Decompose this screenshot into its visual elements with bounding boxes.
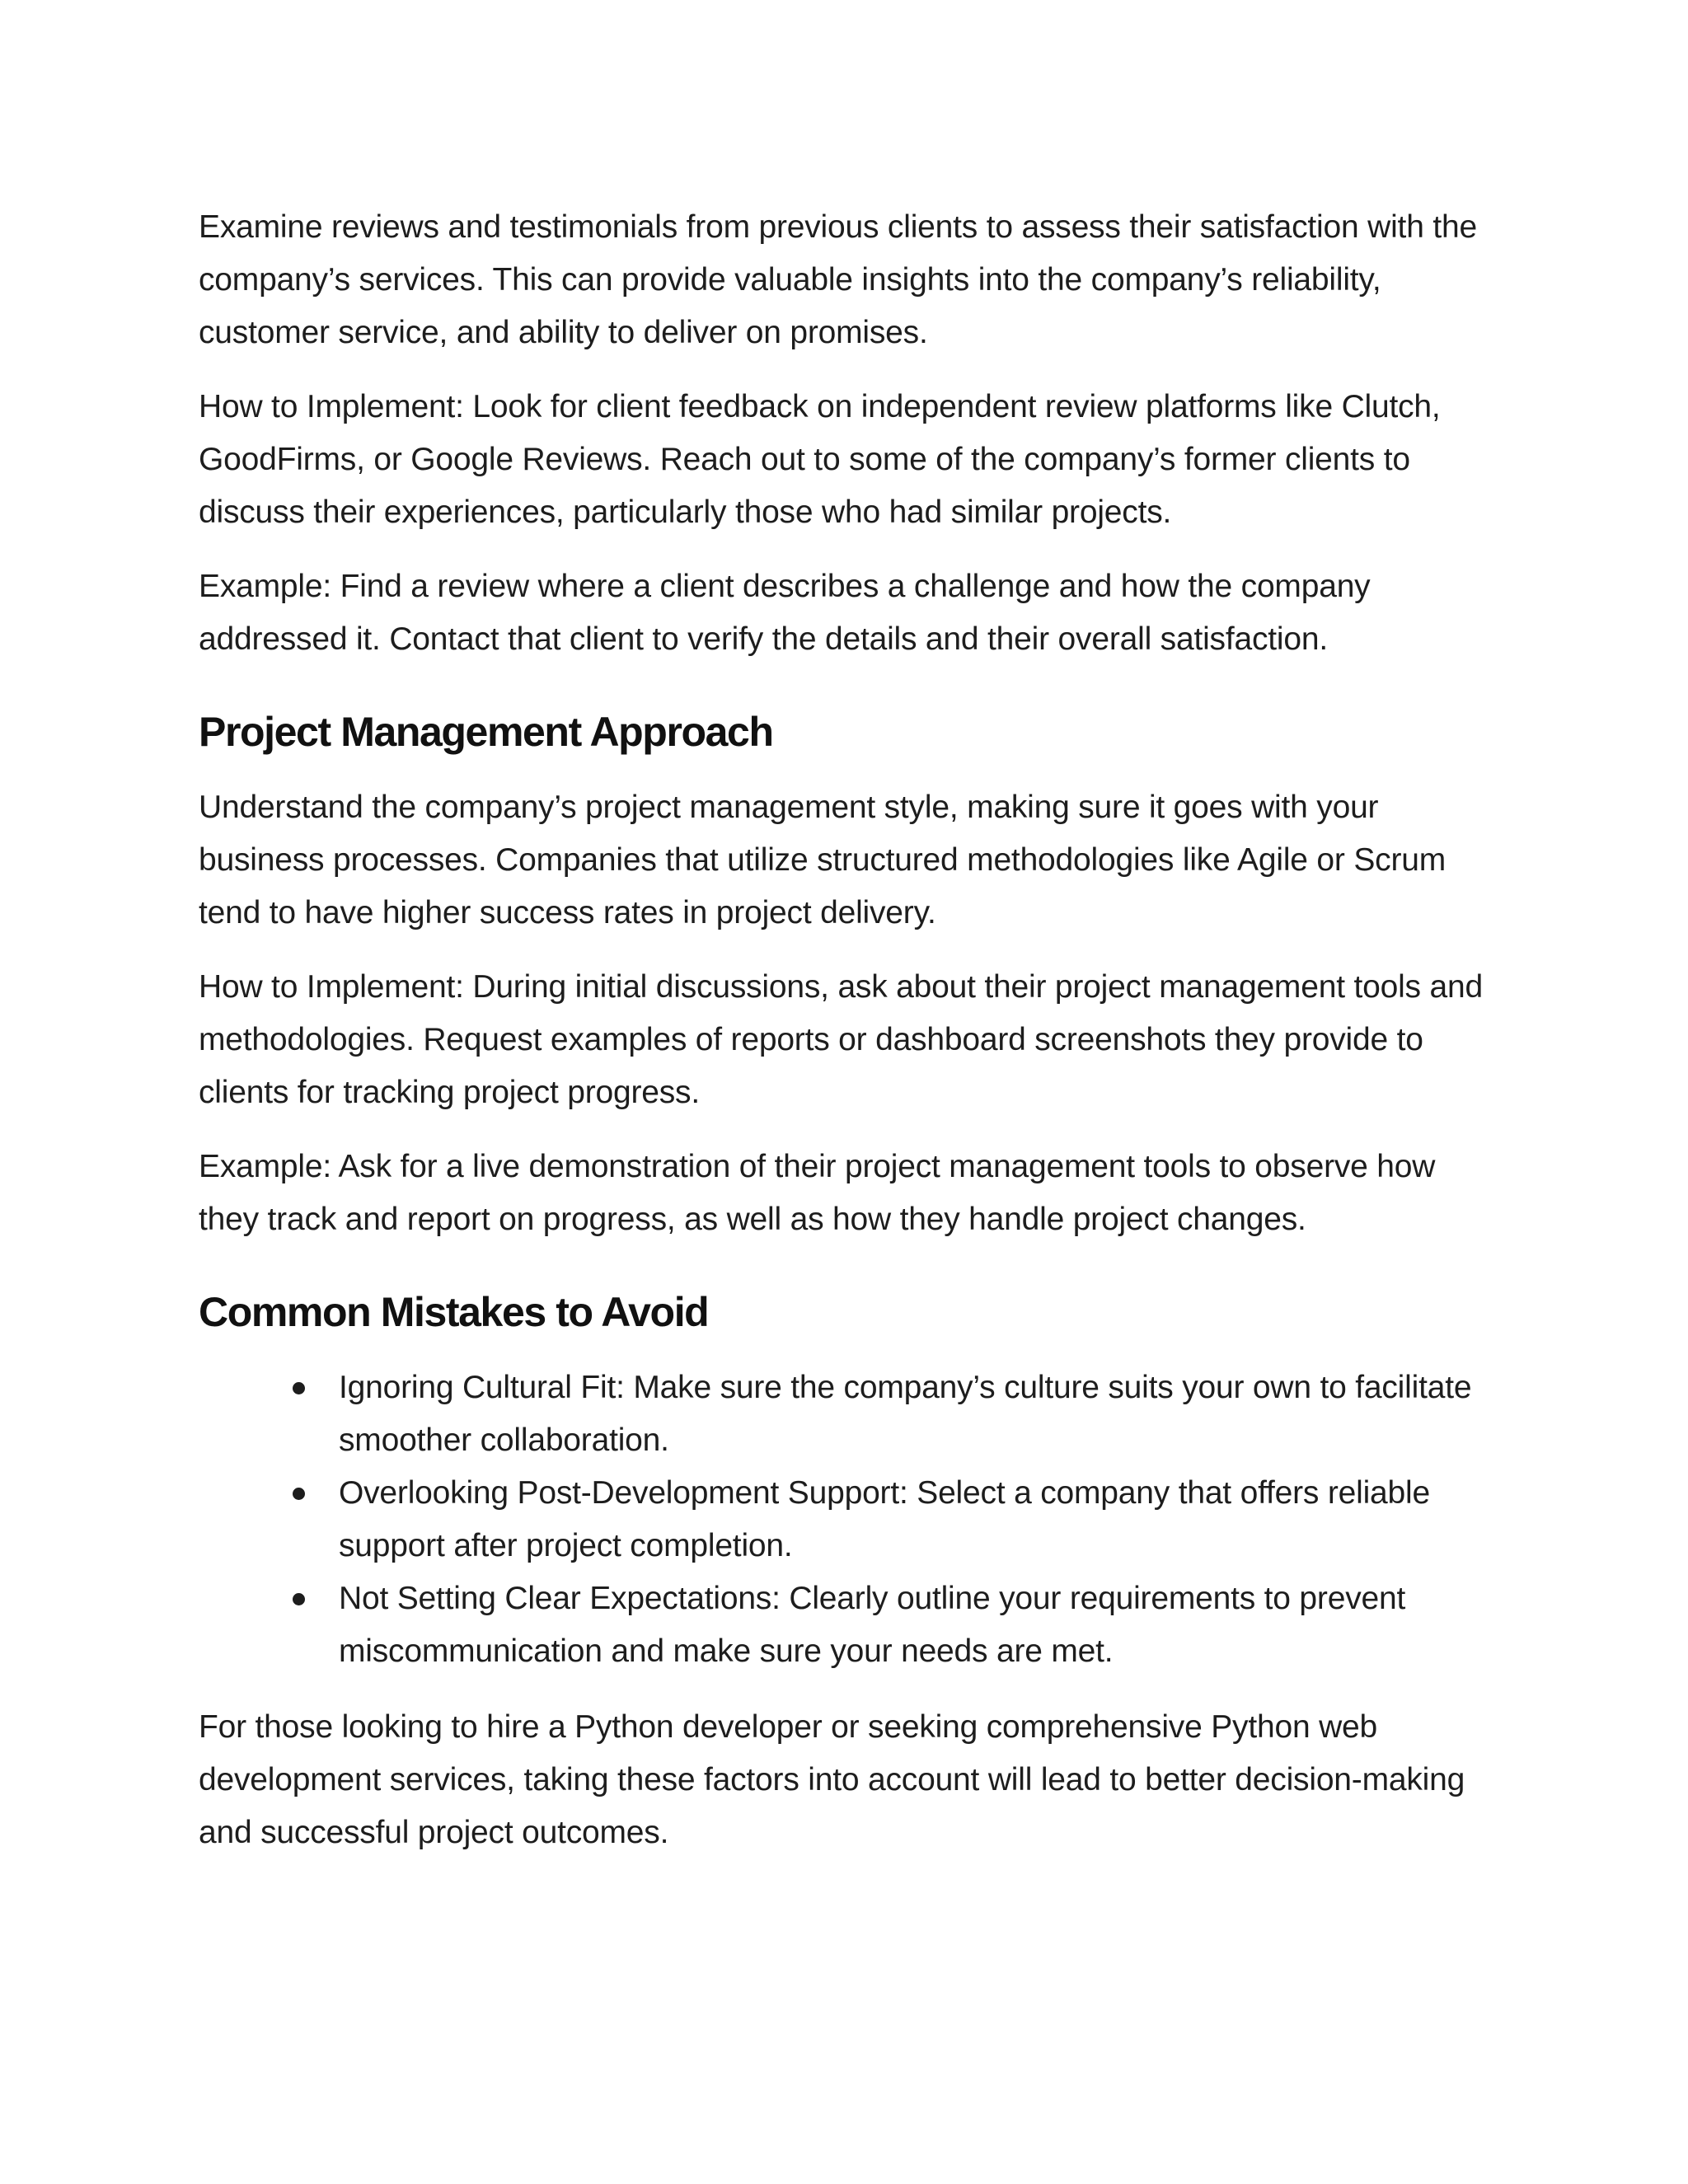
reviews-implementation-paragraph: How to Implement: Look for client feedback on independent review platforms like Clutch, GoodFirms, or Google Reviews. Reach out to some of the company’s former clients to discuss their experiences, particularly those who had similar projects. xyxy=(199,389,1441,530)
project-management-implementation-paragraph: How to Implement: During initial discussions, ask about their project management tools and methodologies. Request examples of reports or dashboard screenshots they provide to clients for tracking project progress. xyxy=(199,969,1483,1110)
closing-paragraph: For those looking to hire a Python developer or seeking comprehensive Python web development services, taking these factors into account will lead to better decision-making and successful project outcomes. xyxy=(199,1709,1465,1850)
project-management-example-paragraph: Example: Ask for a live demonstration of their project management tools to observe how they track and report on progress, as well as how they handle project changes. xyxy=(199,1149,1436,1237)
project-management-paragraph: Understand the company’s project management style, making sure it goes with your business processes. Companies that utilize structured methodologies like Agile or Scrum tend to have higher success rates in project delivery. xyxy=(199,790,1447,930)
list-item-text: Overlooking Post-Development Support: Select a company that offers reliable support after project completion. xyxy=(339,1475,1430,1563)
project-management-heading: Project Management Approach xyxy=(199,709,773,755)
reviews-paragraph: Examine reviews and testimonials from previous clients to assess their satisfaction with the company’s services. This can provide valuable insights into the company’s reliability, customer service, and ability to deliver on promises. xyxy=(199,209,1477,350)
bullet-icon xyxy=(293,1593,305,1605)
list-item xyxy=(339,1467,1501,1572)
common-mistakes-heading: Common Mistakes to Avoid xyxy=(199,1289,709,1335)
list-item xyxy=(339,1572,1501,1678)
common-mistakes-list xyxy=(199,1361,1501,1678)
reviews-example-paragraph: Example: Find a review where a client describes a challenge and how the company addressed it. Contact that client to verify the details and their overall satisfaction. xyxy=(199,569,1371,657)
list-item xyxy=(339,1361,1501,1467)
document-page xyxy=(199,201,1501,1881)
bullet-icon xyxy=(293,1382,305,1394)
bullet-icon xyxy=(293,1488,305,1500)
list-item-text: Ignoring Cultural Fit: Make sure the company’s culture suits your own to facilitate smoother collaboration. xyxy=(339,1370,1472,1458)
list-item-text: Not Setting Clear Expectations: Clearly outline your requirements to prevent miscommunication and make sure your needs are met. xyxy=(339,1581,1406,1669)
